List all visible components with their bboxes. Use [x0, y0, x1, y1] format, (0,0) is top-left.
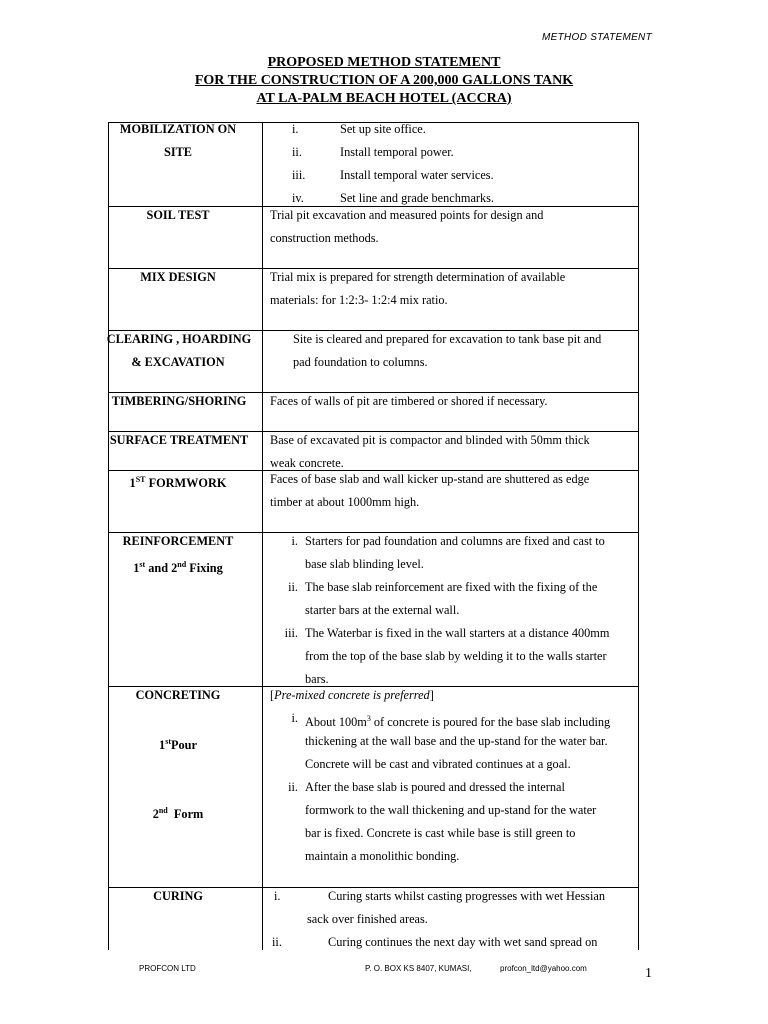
form-label: 2nd Form [152, 806, 204, 822]
document-title-line-3: AT LA-PALM BEACH HOTEL (ACCRA) [256, 91, 512, 106]
list-number: iv. [292, 191, 304, 205]
list-item: Set up site office. [340, 122, 426, 136]
row-text: construction methods. [270, 231, 379, 245]
list-item: maintain a monolithic bonding. [305, 849, 460, 863]
list-number: i. [291, 711, 298, 725]
row-label: & EXCAVATION [131, 355, 225, 369]
list-number: ii. [288, 780, 298, 794]
list-item: The Waterbar is fixed in the wall starters at a distance 400mm [305, 626, 610, 640]
row-text: materials: for 1:2:3- 1:2:4 mix ratio. [270, 293, 448, 307]
list-item: The base slab reinforcement are fixed with the fixing of the [305, 580, 598, 594]
row-text: pad foundation to columns. [293, 355, 428, 369]
document-title-line-2: FOR THE CONSTRUCTION OF A 200,000 GALLONS TANK [194, 73, 574, 88]
list-number: iii. [292, 168, 306, 182]
row-sublabel: 1st and 2nd Fixing [133, 560, 223, 576]
row-text: timber at about 1000mm high. [270, 495, 420, 509]
list-number: i. [274, 889, 281, 903]
row-text: Trial pit excavation and measured points for design and [270, 208, 544, 222]
row-label: SURFACE TREATMENT [109, 433, 249, 447]
row-label: SOIL TEST [146, 208, 210, 222]
list-item: Concrete will be cast and vibrated continues at a goal. [305, 757, 571, 771]
row-text: Faces of walls of pit are timbered or shored if necessary. [270, 394, 548, 408]
row-label: TIMBERING/SHORING [111, 394, 247, 408]
list-item: Install temporal water services. [340, 168, 494, 182]
list-item: Set line and grade benchmarks. [340, 191, 494, 205]
pour-label: 1stPour [159, 737, 197, 753]
list-item: Install temporal power. [340, 145, 454, 159]
row-label: MOBILIZATION ON [119, 122, 237, 136]
list-number: i. [291, 534, 298, 548]
method-statement-table [108, 122, 638, 950]
list-item: bars. [305, 672, 329, 686]
row-label: CONCRETING [135, 688, 221, 702]
page-number: 1 [645, 966, 652, 981]
footer-email[interactable]: profcon_ltd@yahoo.com [500, 964, 587, 973]
document-title-line-1: PROPOSED METHOD STATEMENT [267, 55, 501, 70]
row-label: CLEARING , HOARDING [106, 332, 252, 346]
row-label: SITE [163, 145, 193, 159]
list-number: iii. [284, 626, 298, 640]
column-divider [262, 122, 263, 950]
concrete-note: [Pre-mixed concrete is preferred] [270, 688, 434, 702]
list-item: thickening at the wall base and the up-stand for the water bar. [305, 734, 608, 748]
list-item: base slab blinding level. [305, 557, 424, 571]
list-item: After the base slab is poured and dressed the internal [305, 780, 565, 794]
list-item: About $100m^3$ of concrete is poured for the base slab including [305, 714, 611, 730]
row-text: Faces of base slab and wall kicker up-stand are shuttered as edge [270, 472, 590, 486]
row-text: Site is cleared and prepared for excavation to tank base pit and [293, 332, 602, 346]
list-number: i. [292, 122, 299, 136]
footer-company: PROFCON LTD [139, 964, 196, 973]
list-item: Starters for pad foundation and columns are fixed and cast to [305, 534, 605, 548]
list-item: formwork to the wall thickening and up-stand for the water [305, 803, 597, 817]
row-label: 1ST FORMWORK [129, 475, 227, 491]
list-item: from the top of the base slab by welding it to the walls starter [305, 649, 607, 663]
row-label: CURING [153, 889, 203, 903]
list-item: bar is fixed. Concrete is cast while base is still green to [305, 826, 576, 840]
row-label: MIX DESIGN [140, 270, 216, 284]
row-text: Trial mix is prepared for strength determination of available [270, 270, 566, 284]
row-text: Base of excavated pit is compactor and blinded with 50mm thick [270, 433, 590, 447]
list-number: ii. [292, 145, 302, 159]
footer-address: P. O. BOX KS 8407, KUMASI, [365, 964, 472, 973]
row-text: weak concrete. [270, 456, 344, 470]
list-item: Curing continues the next day with wet sand spread on [328, 935, 598, 949]
list-item: starter bars at the external wall. [305, 603, 460, 617]
table-border [638, 122, 639, 950]
list-number: ii. [272, 935, 282, 949]
list-item: sack over finished areas. [307, 912, 428, 926]
list-item: Curing starts whilst casting progresses with wet Hessian [328, 889, 605, 903]
running-header: METHOD STATEMENT [542, 32, 652, 43]
list-number: ii. [288, 580, 298, 594]
row-label: REINFORCEMENT [122, 534, 234, 548]
